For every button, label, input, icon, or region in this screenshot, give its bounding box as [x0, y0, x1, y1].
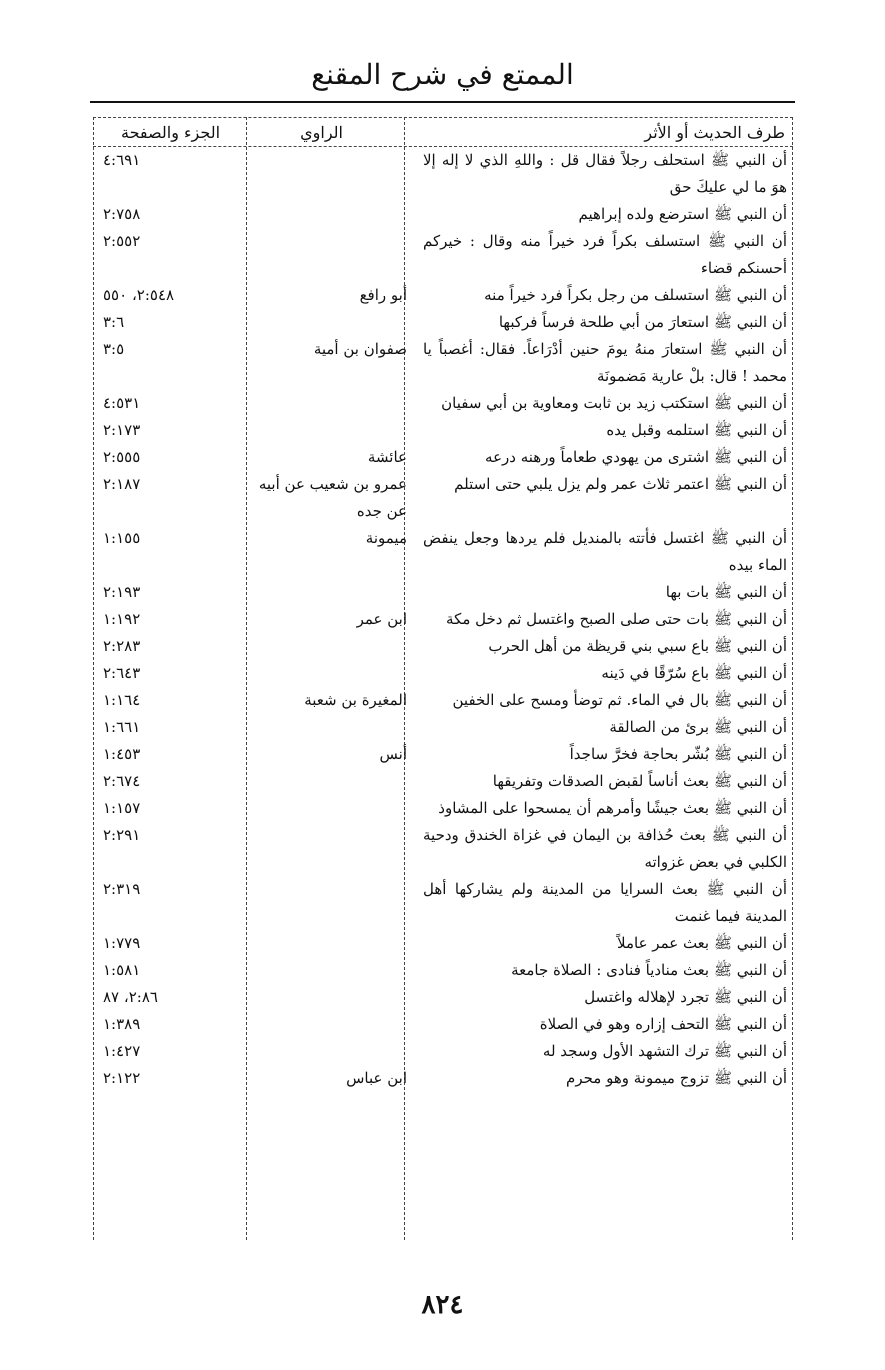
- narrator: [257, 390, 415, 417]
- hadith-text: أن النبي ﷺ باع سُرّقًا في دَينه: [601, 664, 787, 682]
- narrator: [257, 795, 415, 822]
- hadith-text: أن النبي ﷺ استسلف من رجل بكراً فرد خيراً منه: [484, 286, 787, 304]
- volume-page-reference: ٢:٣١٩: [103, 880, 141, 898]
- hadith-text: أن النبي ﷺ برئ من الصالقة: [609, 718, 787, 736]
- table-header-row: [93, 117, 793, 145]
- hadith-text: أن النبي ﷺ التحف إزاره وهو في الصلاة: [539, 1015, 787, 1033]
- narrator: ابن عمر: [356, 610, 407, 628]
- narrator: أنس: [379, 745, 407, 763]
- table-row: [93, 606, 793, 633]
- hadith-text: أن النبي ﷺ استكتب زيد بن ثابت ومعاوية بن أبي سفيان: [441, 394, 787, 412]
- hadith-text: أن النبي ﷺ استعارَ منهُ يومَ حنين أدْرَاعاً. فقال: أغصباً يا محمد ! قال: بلْ عارية مَضمونَة: [423, 340, 787, 385]
- narrator: [257, 1011, 415, 1038]
- table-row: [93, 147, 793, 201]
- narrator: ميمونة: [365, 529, 407, 547]
- table-row: [93, 282, 793, 309]
- narrator: عمرو بن شعيب عن أبيه عن جده: [258, 475, 407, 520]
- narrator: [257, 201, 415, 228]
- narrator: المغيرة بن شعبة: [304, 691, 407, 709]
- table-row: [93, 525, 793, 579]
- volume-page-reference: ٢:٥٥٢: [103, 232, 141, 250]
- volume-page-reference: ١:٣٨٩: [103, 1015, 141, 1033]
- table-row: [93, 417, 793, 444]
- hadith-text: أن النبي ﷺ استحلف رجلاً فقال قل : واللهِ الذي لا إله إلا هوَ ما لي عليكَ حق: [423, 151, 787, 196]
- hadith-text: أن النبي ﷺ بات حتى صلى الصبح واغتسل ثم دخل مكة: [446, 610, 787, 628]
- narrator: [257, 984, 415, 1011]
- narrator: [257, 579, 415, 606]
- table-row: [93, 444, 793, 471]
- volume-page-reference: ٢:١٩٣: [103, 583, 141, 601]
- volume-page-reference: ١:١٩٢: [103, 610, 141, 628]
- volume-page-reference: ٢:٥٤٨، ٥٥٠: [103, 286, 175, 304]
- volume-page-reference: ٢:١٧٣: [103, 421, 141, 439]
- volume-page-reference: ١:٥٨١: [103, 961, 141, 979]
- narrator: صفوان بن أمية: [313, 340, 407, 358]
- volume-page-reference: ٢:١٨٧: [103, 475, 141, 493]
- narrator: عائشة: [367, 448, 407, 466]
- volume-page-reference: ١:٤٥٣: [103, 745, 141, 763]
- hadith-text: أن النبي ﷺ بُشّر بحاجة فخرَّ ساجداً: [569, 745, 787, 763]
- hadith-text: أن النبي ﷺ بعث السرايا من المدينة ولم يشاركها أهل المدينة فيما غنمت: [423, 880, 787, 925]
- table-row: [93, 390, 793, 417]
- volume-page-reference: ٢:٦٤٣: [103, 664, 141, 682]
- volume-page-reference: ١:١٥٧: [103, 799, 141, 817]
- hadith-text: أن النبي ﷺ بعث أناساً لقبض الصدقات وتفريقها: [492, 772, 787, 790]
- hadith-text: أن النبي ﷺ استسلف بكراً فرد خيراً منه وقال : خيركم أحسنكم قضاء: [423, 232, 787, 277]
- table-row: [93, 471, 793, 525]
- table-row: [93, 201, 793, 228]
- narrator: [257, 147, 415, 201]
- hadith-text: أن النبي ﷺ باع سبي بني قريظة من أهل الحرب: [488, 637, 787, 655]
- header-rule: [90, 101, 795, 103]
- narrator: [257, 660, 415, 687]
- header-narrator-column: الراوي: [300, 123, 343, 142]
- volume-page-reference: ٤:٥٣١: [103, 394, 141, 412]
- volume-page-reference: ٢:٧٥٨: [103, 205, 141, 223]
- table-body: [93, 147, 793, 1092]
- volume-page-reference: ١:٦٦١: [103, 718, 141, 736]
- volume-page-reference: ٢:٢٨٣: [103, 637, 141, 655]
- hadith-text: أن النبي ﷺ بعث عمر عاملاً: [617, 934, 787, 952]
- volume-page-reference: ٢:٥٥٥: [103, 448, 141, 466]
- table-row: [93, 741, 793, 768]
- table-row: [93, 984, 793, 1011]
- hadith-text: أن النبي ﷺ تجرد لإهلاله واغتسل: [584, 988, 787, 1006]
- table-row: [93, 768, 793, 795]
- hadith-text: أن النبي ﷺ بعث حُذافة بن اليمان في غزاة الخندق ودحية الكلبي في بعض غزواته: [423, 826, 787, 871]
- hadith-text: أن النبي ﷺ استرضع ولده إبراهيم: [578, 205, 787, 223]
- table-row: [93, 795, 793, 822]
- volume-page-reference: ١:١٥٥: [103, 529, 141, 547]
- volume-page-reference: ٢:٦٧٤: [103, 772, 141, 790]
- narrator: [257, 417, 415, 444]
- narrator: [257, 822, 415, 876]
- narrator: [257, 930, 415, 957]
- narrator: [257, 768, 415, 795]
- hadith-text: أن النبي ﷺ بعث منادياً فنادى : الصلاة جامعة: [511, 961, 787, 979]
- narrator: [257, 228, 415, 282]
- narrator: [257, 633, 415, 660]
- hadith-text: أن النبي ﷺ استعارَ من أبي طلحة فرساً فركبها: [498, 313, 787, 331]
- hadith-text: أن النبي ﷺ بعث جيشًا وأمرهم أن يمسحوا على المشاوذ: [438, 799, 787, 817]
- header-text-column: طرف الحديث أو الأثر: [644, 123, 785, 142]
- narrator: أبو رافع: [359, 286, 407, 304]
- narrator: [257, 1038, 415, 1065]
- table-row: [93, 930, 793, 957]
- header-reference-column: الجزء والصفحة: [121, 123, 221, 142]
- hadith-text: أن النبي ﷺ اشترى من يهودي طعاماً ورهنه درعه: [485, 448, 787, 466]
- volume-page-reference: ٣:٥: [103, 340, 125, 358]
- volume-page-reference: ٢:٨٦، ٨٧: [103, 988, 158, 1006]
- table-row: [93, 228, 793, 282]
- narrator: ابن عباس: [346, 1069, 407, 1087]
- table-row: [93, 579, 793, 606]
- table-row: [93, 822, 793, 876]
- hadith-text: أن النبي ﷺ اغتسل فأتته بالمنديل فلم يردها وجعل ينفض الماء بيده: [423, 529, 787, 574]
- volume-page-reference: ٢:١٢٢: [103, 1069, 141, 1087]
- page-title: الممتع في شرح المقنع: [311, 58, 574, 91]
- hadith-text: أن النبي ﷺ تزوج ميمونة وهو محرم: [566, 1069, 787, 1087]
- narrator: [257, 714, 415, 741]
- narrator: [257, 876, 415, 930]
- narrator: [257, 309, 415, 336]
- index-table: [93, 117, 793, 1240]
- table-row: [93, 876, 793, 930]
- table-row: [93, 1011, 793, 1038]
- table-row: [93, 687, 793, 714]
- volume-page-reference: ٣:٦: [103, 313, 125, 331]
- table-row: [93, 660, 793, 687]
- narrator: [257, 957, 415, 984]
- volume-page-reference: ١:٤٢٧: [103, 1042, 141, 1060]
- table-row: [93, 1038, 793, 1065]
- table-row: [93, 714, 793, 741]
- table-row: [93, 336, 793, 390]
- hadith-text: أن النبي ﷺ بات بها: [665, 583, 787, 601]
- hadith-text: أن النبي ﷺ ترك التشهد الأول وسجد له: [542, 1042, 787, 1060]
- volume-page-reference: ١:٧٧٩: [103, 934, 141, 952]
- table-row: [93, 633, 793, 660]
- table-row: [93, 309, 793, 336]
- hadith-text: أن النبي ﷺ اعتمر ثلاث عمر ولم يزل يلبي حتى استلم: [454, 475, 787, 493]
- volume-page-reference: ٢:٢٩١: [103, 826, 141, 844]
- hadith-text: أن النبي ﷺ استلمه وقبل يده: [606, 421, 787, 439]
- volume-page-reference: ١:١٦٤: [103, 691, 141, 709]
- hadith-text: أن النبي ﷺ بال في الماء. ثم توضأ ومسح على الخفين: [452, 691, 787, 709]
- volume-page-reference: ٤:٦٩١: [103, 151, 141, 169]
- table-row: [93, 957, 793, 984]
- table-row: [93, 1065, 793, 1092]
- page-number: ٨٢٤: [421, 1290, 464, 1320]
